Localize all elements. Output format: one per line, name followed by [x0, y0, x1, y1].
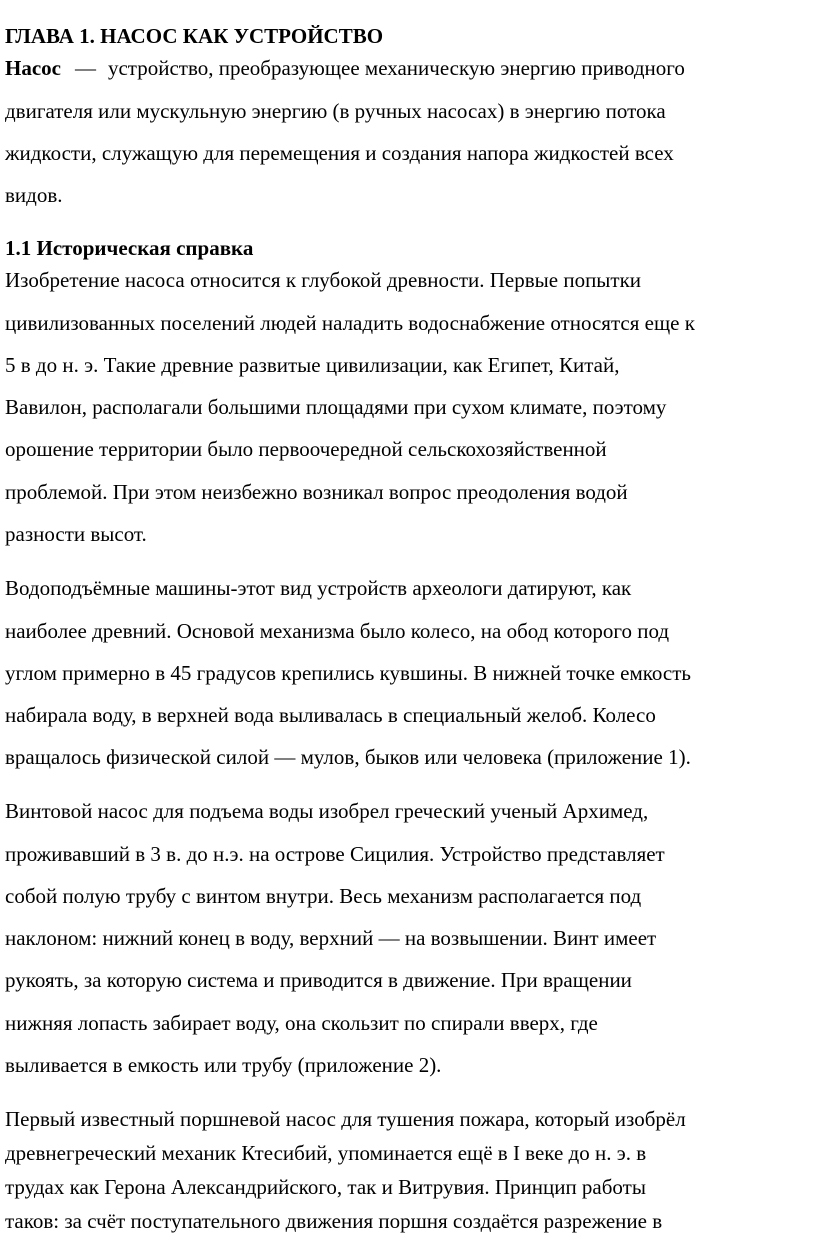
paragraph-line: наиболее древний. Основой механизма было колесо, на обод которого под [5, 619, 670, 643]
paragraph-line: Винтовой насос для подъема воды изобрел греческий ученый Архимед, [5, 799, 649, 823]
paragraph-line: выливается в емкость или трубу (приложение 2). [5, 1053, 442, 1077]
paragraph-line: наклоном: нижний конец в воду, верхний — на возвышении. Винт имеет [5, 926, 657, 950]
paragraph-line: разности высот. [5, 522, 147, 546]
section-heading: 1.1 Историческая справка [5, 236, 254, 260]
paragraph-line: Изобретение насоса относится к глубокой древности. Первые попытки [5, 268, 642, 292]
paragraph-line: трудах как Герона Александрийского, так и Витрувия. Принцип работы [5, 1175, 646, 1199]
paragraph-line: Водоподъёмные машины-этот вид устройств археологи датируют, как [5, 576, 632, 600]
definition-text: устройство, преобразующее механическую энергию приводного [107, 56, 685, 80]
paragraph-line: Вавилон, располагали большими площадями при сухом климате, поэтому [5, 395, 667, 419]
paragraph-line: цивилизованных поселений людей наладить водоснабжение относятся еще к [5, 311, 695, 335]
definition-line-4: видов. [5, 183, 63, 207]
definition-line-3: жидкости, служащую для перемещения и создания напора жидкостей всех [5, 141, 674, 165]
paragraph-line: вращалось физической силой — мулов, быков или человека (приложение 1). [5, 745, 691, 769]
paragraph-line: собой полую трубу с винтом внутри. Весь механизм располагается под [5, 884, 642, 908]
paragraph-line: проживавший в 3 в. до н.э. на острове Сицилия. Устройство представляет [5, 842, 665, 866]
paragraph-line: таков: за счёт поступательного движения поршня создаётся разрежение в [5, 1209, 663, 1233]
definition-line-1 [5, 56, 685, 80]
paragraph-line: древнегреческий механик Ктесибий, упоминается ещё в I веке до н. э. в [5, 1141, 647, 1165]
paragraph-line: углом примерно в 45 градусов крепились кувшины. В нижней точке емкость [5, 661, 692, 685]
paragraph-line: Первый известный поршневой насос для тушения пожара, который изобрёл [5, 1107, 686, 1131]
paragraph-line: набирала воду, в верхней вода выливалась в специальный желоб. Колесо [5, 703, 656, 727]
definition-term: Насос [5, 56, 61, 80]
definition-line-2: двигателя или мускульную энергию (в ручных насосах) в энергию потока [5, 99, 666, 123]
definition-dash: — [74, 56, 96, 80]
paragraph-line: проблемой. При этом неизбежно возникал вопрос преодоления водой [5, 480, 628, 504]
paragraph-line: рукоять, за которую система и приводится в движение. При вращении [5, 968, 632, 992]
paragraph-line: орошение территории было первоочередной сельскохозяйственной [5, 437, 607, 461]
paragraph-line: нижняя лопасть забирает воду, она скользит по спирали вверх, где [5, 1011, 598, 1035]
paragraph-line: 5 в до н. э. Такие древние развитые цивилизации, как Египет, Китай, [5, 353, 620, 377]
chapter-heading: ГЛАВА 1. НАСОС КАК УСТРОЙСТВО [5, 24, 384, 48]
